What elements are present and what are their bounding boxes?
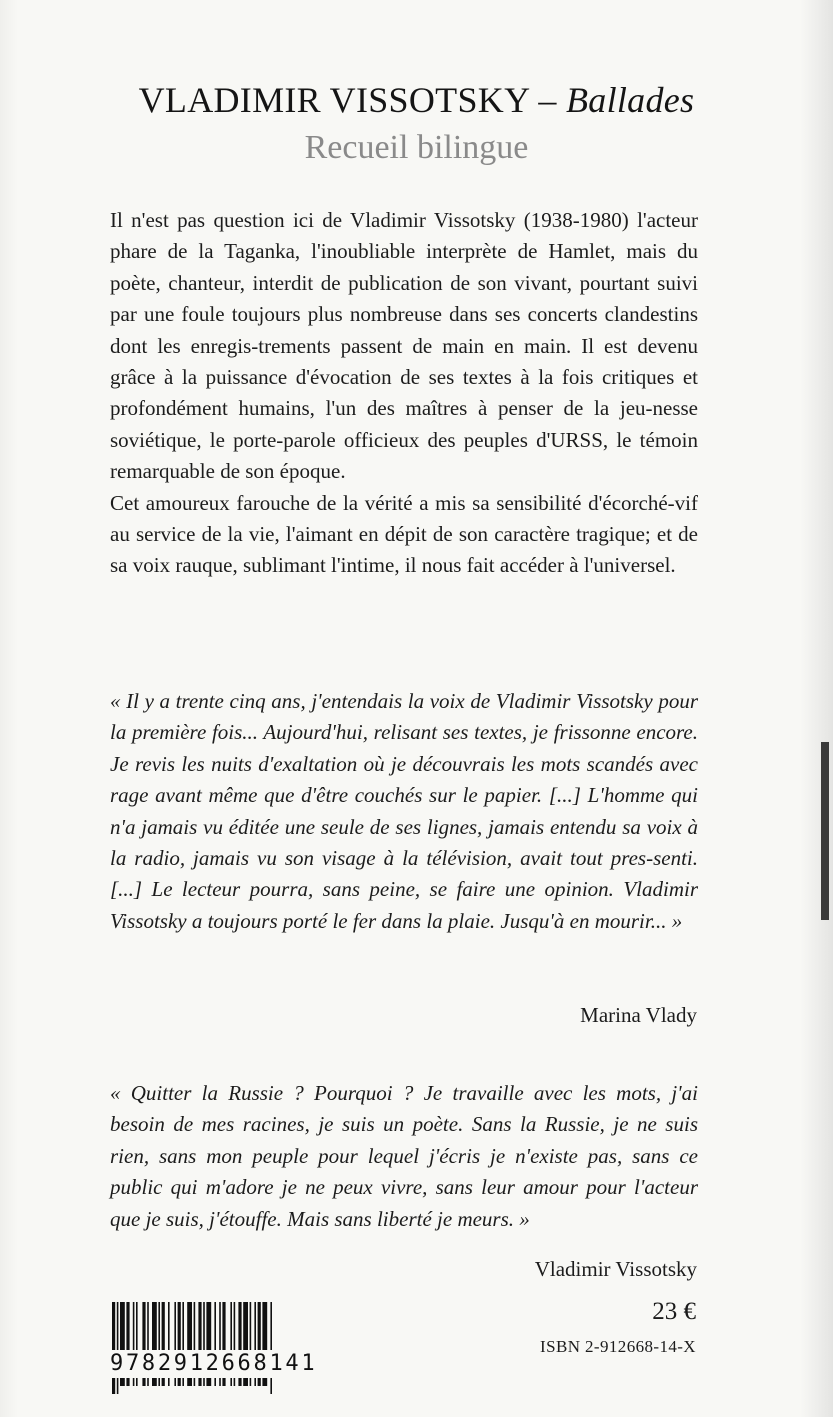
book-heading [0,78,833,170]
quote-vissotsky [110,1078,698,1235]
quote-marina-vlady [110,686,698,937]
isbn: ISBN 2-912668-14-X [540,1337,696,1356]
quote-attribution: Marina Vlady [580,1003,697,1027]
author-name: VLADIMIR VISSOTSKY [138,80,530,120]
cover-edge-mark [821,742,829,920]
price: 23 € [652,1298,696,1325]
title-dash: – [538,80,557,120]
barcode-bar [117,1302,119,1394]
quote-text: « Il y a trente cinq ans, j'entendais la voix de Vladimir Vissotsky pour la première fois... Aujourd'hui, relisant ses textes, je frissonne encore. Je revis les nuits d'exaltation où je découvrais les mots scandés avec rage avant même que d'être couchés sur le papier. [...] L'homme qui n'a jamais vu éditée une seule de ses lignes, jamais entendu sa voix à la radio, jamais vu son visage à la télévision, avait tout pres-senti. [...] Le lecteur pourra, sans peine, se faire une opinion. Vladimir Vissotsky a toujours porté le fer dans la plaie. Jusqu'à en mourir... » [110,689,698,933]
barcode-bar [112,1302,115,1394]
work-title: Ballades [565,80,695,120]
intro-paragraph-2: Cet amoureux farouche de la vérité a mis sa sensibilité d'écorché-vif au service de la vie, l'aimant en dépit de son caractère tragique; et de sa voix rauque, sublimant l'intime, il nous fait accéder à l'universel. [110,490,698,578]
barcode-digits: 9782912668141 [110,1350,340,1378]
barcode [108,1302,340,1394]
book-title [0,78,833,122]
book-subtitle: Recueil bilingue [304,129,529,166]
intro-text [110,205,698,582]
quote-attribution: Vladimir Vissotsky [534,1257,697,1281]
intro-paragraph-1: Il n'est pas question ici de Vladimir Vissotsky (1938-1980) l'acteur phare de la Taganka, l'inoubliable interprète de Hamlet, mais du poète, chanteur, interdit de publication de son vivant, pourtant suivi par une foule toujours plus nombreuse dans ses concerts clandestins dont les enregis-trements passent de main en main. Il est devenu grâce à la puissance d'évocation de ses textes à la fois critiques et profondément humains, l'un des maîtres à penser de la jeu-nesse soviétique, le porte-parole officieux des peuples d'URSS, le témoin remarquable de son époque. [110,208,698,484]
barcode-bar [270,1302,272,1394]
quote-text: « Quitter la Russie ? Pourquoi ? Je travaille avec les mots, j'ai besoin de mes racines, je suis un poète. Sans la Russie, je ne suis rien, sans mon peuple pour lequel j'écris je n'existe pas, sans ce public qui m'adore je ne peux vivre, sans leur amour pour l'acteur que je suis, j'étouffe. Mais sans liberté je meurs. » [110,1081,698,1231]
